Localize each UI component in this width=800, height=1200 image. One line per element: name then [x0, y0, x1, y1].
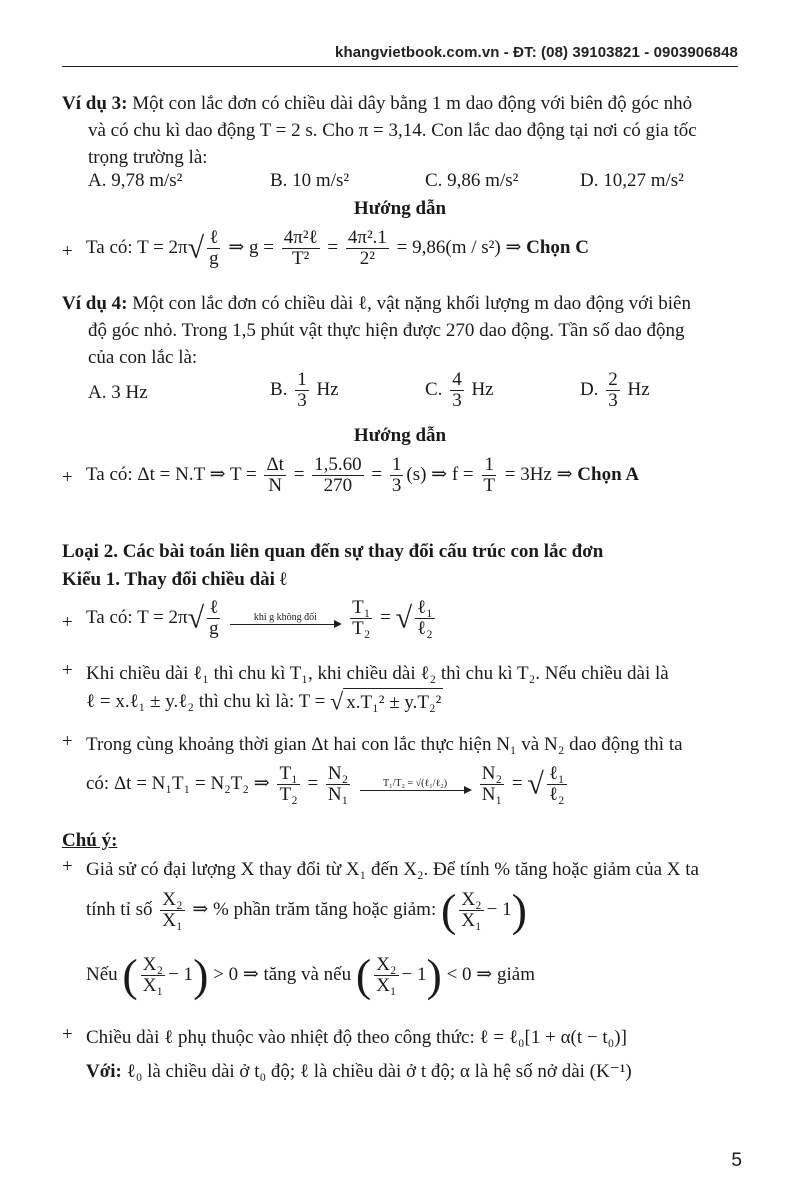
fraction-2: $\frac{\text{4π².1}}{\text{2²}}$: [347, 227, 387, 269]
note-bullet-1-condition: Nếu ( $\frac{\text{X₂}}{\text{X₁}}$ − 1) > 0 ⇒ tăng và nếu ( $\frac{\text{X₂}}{\text{X₁}}$ − 1) < 0 ⇒ giảm: [86, 949, 535, 1001]
example-3-text1: Một con lắc đơn có chiều dài dây bằng 1 m dao động với biên độ góc nhỏ: [132, 93, 693, 114]
example-3-text3: trọng trường là:: [88, 147, 208, 168]
example-3-option-b: B. 10 m/s²: [270, 170, 350, 191]
section-type-2-title: Loại 2. Các bài toán liên quan đến sự thay đổi cấu trúc con lắc đơn: [62, 541, 604, 562]
solution-prefix: Ta có: T = 2π: [86, 236, 188, 258]
fraction-1: $\frac{\text{4π²ℓ}}{\text{T²}}$: [283, 227, 318, 269]
note-bullet-1-formula: tính tỉ số $\frac{\text{X₂}}{\text{X₁}}$ ⇒ % phần trăm tăng hoặc giảm: ( $\frac{\text{X₂}}{\text{X₁}}$ − 1): [86, 884, 527, 936]
example-3-option-c: C. 9,86 m/s²: [425, 170, 519, 191]
note-bullet-2: Chiều dài ℓ phụ thuộc vào nhiệt độ theo công thức: ℓ = ℓ₀[1 + α(t − t₀)]: [86, 1027, 627, 1048]
example-4: [62, 290, 738, 371]
type2-bullet-2: Khi chiều dài ℓ₁ thì chu kì T₁, khi chiều dài ℓ₂ thì chu kì T₂. Nếu chiều dài là ℓ = x.ℓ₁ ± y.ℓ₂ thì chu kì là: T = √ x.T₁² ± y.T₂²: [86, 663, 669, 716]
example-4-solution: Ta có: Δt = N.T ⇒ T = $\frac{\Delta t}{N}$ = $\frac{1,5.60}{270}$ = $\frac{1}{3}$ (s) ⇒ f = $\frac{1}{T}$ = 3Hz ⇒ Chọn A: [86, 454, 640, 496]
example-4-option-b: B. $\frac{1}{3}$ Hz: [270, 369, 339, 411]
type2-bullet-3-formula: có: Δt = N₁T₁ = N₂T₂ ⇒ $\frac{\text{T₁}}{\text{T₂}}$ = $\frac{\text{N₂}}{\text{N₁}}$ T₁/T₂ = √(ℓ₁/ℓ₂) $\frac{\text{N₂}}{\text{N₁}}$ = √ $\frac{\text{ℓ₁}}{\text{ℓ₂}}$: [86, 763, 565, 805]
example-4-option-c: C. $\frac{4}{3}$ Hz: [425, 369, 494, 411]
example-3-option-a: A. 9,78 m/s²: [88, 170, 183, 191]
bullet-plus: +: [62, 660, 73, 681]
example-4-guide-heading: Hướng dẫn: [353, 425, 447, 446]
bullet-plus: +: [62, 612, 73, 633]
example-3: [62, 90, 738, 171]
example-4-text2: độ góc nhỏ. Trong 1,5 phút vật thực hiện được 270 dao động. Tần số dao động: [88, 320, 685, 341]
example-3-option-d: D. 10,27 m/s²: [580, 170, 684, 191]
arrow-ratio: T₁/T₂ = √(ℓ₁/ℓ₂): [360, 778, 470, 791]
solution-result: = 9,86(m / s²) ⇒: [396, 236, 522, 258]
note-title: Chú ý:: [62, 830, 118, 851]
page-number: 5: [731, 1150, 742, 1171]
type2-bullet-3: Trong cùng khoảng thời gian Δt hai con lắc thực hiện N₁ và N₂ dao động thì ta: [86, 734, 683, 755]
sqrt-l-over-g: $\frac{\text{ℓ}}{g}$: [209, 227, 219, 269]
arrow-const-g: khi g không đổi: [230, 612, 340, 625]
bullet-plus: +: [62, 467, 73, 488]
header-contact: khangvietbook.com.vn - ĐT: (08) 39103821 - 0903906848: [335, 44, 738, 61]
section-kieu-1-title: Kiểu 1. Thay đổi chiều dài ℓ: [62, 569, 287, 590]
example-3-guide-heading: Hướng dẫn: [353, 198, 447, 219]
example-3-label: Ví dụ 3:: [62, 93, 128, 114]
example-4-text1: Một con lắc đơn có chiều dài ℓ, vật nặng khối lượng m dao động với biên: [132, 293, 691, 314]
note-bullet-1: Giả sử có đại lượng X thay đổi từ X₁ đến X₂. Để tính % tăng hoặc giảm của X ta: [86, 859, 699, 880]
bullet-plus: +: [62, 1024, 73, 1045]
header-rule: [62, 66, 738, 67]
example-4-text3: của con lắc là:: [88, 347, 198, 368]
type2-formula-1: Ta có: T = 2π√ $\frac{\text{ℓ}}{g}$ khi g không đổi $\frac{\text{T₁}}{\text{T₂}}$ = √ $\frac{\text{ℓ₁}}{\text{ℓ₂}}$: [86, 597, 433, 639]
bullet-plus: +: [62, 856, 73, 877]
example-4-option-d: D. $\frac{2}{3}$ Hz: [580, 369, 650, 411]
example-3-text2: và có chu kì dao động T = 2 s. Cho π = 3,14. Con lắc dao động tại nơi có gia tốc: [88, 120, 697, 141]
solution-choice: Chọn C: [526, 236, 589, 258]
bullet-plus: +: [62, 241, 73, 262]
example-4-label: Ví dụ 4:: [62, 293, 128, 314]
solution-mid: ⇒ g =: [228, 236, 275, 258]
note-voi: Với: ℓ₀ là chiều dài ở t₀ độ; ℓ là chiều dài ở t độ; α là hệ số nở dài (K⁻¹): [86, 1061, 632, 1082]
bullet-plus: +: [62, 731, 73, 752]
example-4-option-a: A. 3 Hz: [88, 382, 148, 403]
example-3-solution: Ta có: T = 2π√ $\frac{\text{ℓ}}{g}$ ⇒ g = $\frac{\text{4π²ℓ}}{\text{T²}}$ = $\frac{\text{4π².1}}{\text{2²}}$ = 9,86(m / s²) ⇒ Chọn C: [86, 227, 589, 269]
